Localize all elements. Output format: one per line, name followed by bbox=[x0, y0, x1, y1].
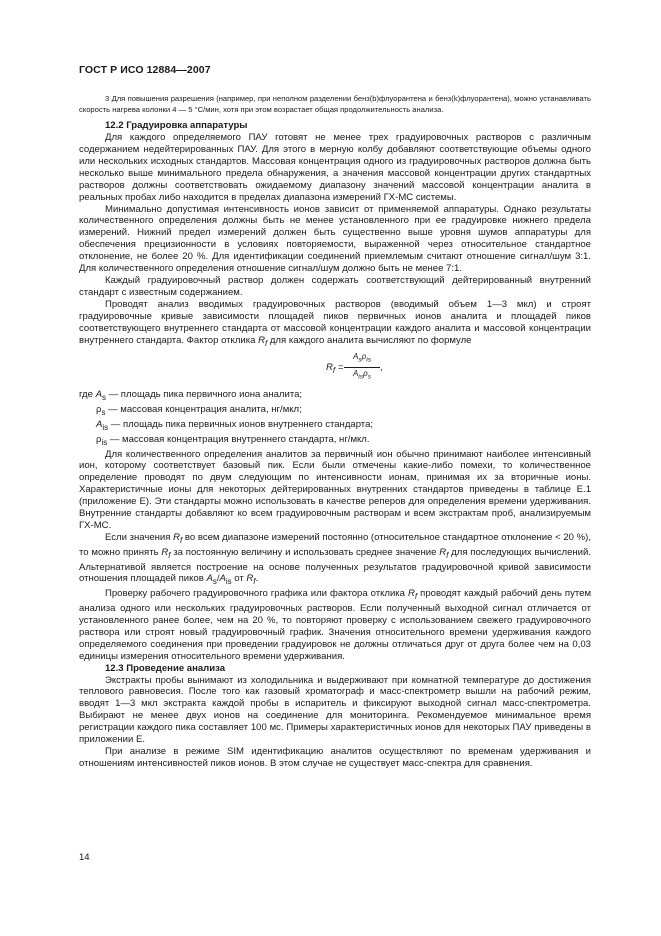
formula-fraction bbox=[344, 352, 380, 382]
section-12-3-title: 12.3 Проведение анализа bbox=[105, 662, 226, 674]
paragraph-sim-mode: При анализе в режиме SIM идентификацию аналитов осуществляют по временам удерживания и отношениям интенсивностей пиков ионов. В этом случае не существует масс-спектра для сравнения. bbox=[79, 745, 591, 769]
definition-ais: $A_{is}$ — площадь пика первичных ионов внутреннего стандарта; bbox=[96, 418, 374, 432]
standard-header: ГОСТ Р ИСО 12884—2007 bbox=[79, 64, 211, 76]
definition-as: где $A_s$ — площадь пика первичного иона аналита; bbox=[79, 389, 303, 403]
p4-text: Проводят анализ вводимых градуировочных растворов (вводимый объем 1—3 мкл) и строят градуировочные кривые зависимости площадей пиков первичных ионов аналита и площадей пиков соответствующего внутреннего стандарта от массовой концентрации каждого аналита и массовой концентрации внутреннего стандарта. Фактор отклика bbox=[79, 298, 591, 346]
paragraph-rf-constant: Если значения $R_f$ во всем диапазоне измерений постоянно (относительное стандартное отклонение < 20 %), то можно принять $R_f$ за постоянную величину и использовать среднее значение $R_f$ для последующих вычислений. Альтернативой является построение на основе полученных результатов градуировочной кривой зависимости отношения площадей пиков $A_s/A_{is}$ от $R_f$. bbox=[79, 531, 591, 587]
page-content bbox=[79, 94, 591, 770]
definition-rho-s: $\rho_s$ — массовая концентрация аналита, нг/мкл; bbox=[96, 404, 302, 418]
section-12-2-title: 12.2 Градуировка аппаратуры bbox=[105, 120, 248, 132]
paragraph-internal-standard: Каждый градуировочный раствор должен содержать соответствующий дейтерированный внутренний стандарт с известным содержанием. bbox=[79, 274, 591, 298]
formula-lhs: $R_f$ = bbox=[326, 362, 344, 376]
formula-numerator: $A_s\rho_{is}$ bbox=[344, 352, 380, 368]
note-3: 3 Для повышения разрешения (например, при неполном разделении бенз(b)флуорантена и бенз(k)флуорантена), можно устанавливать скорость нагрева колонки 4 — 5 °С/мин, хотя при этом возрастает общая продолжительность анализа. bbox=[79, 94, 591, 114]
formula-comma: , bbox=[380, 362, 383, 374]
rf-subscript: f bbox=[264, 338, 268, 348]
paragraph-calibration-solutions: Для каждого определяемого ПАУ готовят не менее трех градуировочных растворов с различным содержанием недейтерированных ПАУ. Для этого в мерную колбу добавляют соответствующие объемы одного или нескольких исходных стандартов. Массовая концентрация одного из градуировочных растворов должна быть несколько выше минимального предела обнаружения, а значения массовой концентрации других стандартных растворов должны соответствовать ожидаемому диапазону значений массовой концентрации аналита в реальных пробах либо находится в пределах диапазона измерений ГХ-МС системы. bbox=[79, 132, 591, 203]
formula-definitions bbox=[79, 389, 591, 448]
p4-end: для каждого аналита вычисляют по формуле bbox=[269, 334, 472, 346]
paragraph-response-factor bbox=[79, 299, 591, 350]
paragraph-ion-intensity: Минимально допустимая интенсивность ионов зависит от применяемой аппаратуры. Однако результаты количественного определения должны быть не менее установленного при ее градуировке нижнего предела измерений. Нижний предел измерений должен быть существенно выше уровня шумов аппаратуры для обеспечения прецизионности в условиях повторяемости, выраженной через относительное стандартное отклонение, не более 20 %. Для идентификации соединений приемлемым считают отношение сигнал/шум 3:1. Для количественного определения отношение сигнал/шум должно быть не менее 7:1. bbox=[79, 203, 591, 275]
response-factor-formula bbox=[79, 351, 591, 385]
paragraph-daily-check: Проверку рабочего градуировочного графика или фактора отклика $R_f$ проводят каждый рабочий день путем анализа одного или нескольких градуировочных растворов. Если полученный выходной сигнал отличается от установленного ранее более, чем на 20 %, то повторяют проверку с использованием свежего градуировочного раствора или строят новый градуировочный график. Значения относительного времени удерживания каждого определяемого соединения при проведении градуировок не должны отличаться друг от друга более чем на 0,03 единицы измерения относительного времени удерживания. bbox=[79, 588, 592, 662]
paragraph-primary-ion: Для количественного определения аналитов за первичный ион обычно принимают наиболее интенсивный ион, которому соответствует базовый пик. Если были отмечены какие-либо помехи, то количественное определение проводят по двум следующим по интенсивности ионам, принимая их за вторичные ионы. Характеристичные ионы для некоторых дейтерированных внутренних стандартов приведены в таблице Е.1 (приложение Е). Эти стандарты можно использовать в качестве реперов для определения времени удерживания. Внутренние стандарты добавляют ко всем градуировочным растворам и всем экстрактам проб, анализируемым ГХ-МС. bbox=[79, 448, 591, 531]
formula-denominator: $A_{is}\rho_s$ bbox=[352, 368, 372, 381]
paragraph-analysis-procedure: Экстракты пробы вынимают из холодильника и выдерживают при комнатной температуре до достижения теплового равновесия. После того как газовый хроматограф и масс-спектрометр вышли на рабочий режим, вводят 1—3 мкл экстракта каждой пробы в испаритель и фиксируют выходной сигнал масс-спектрометра. Выбирают не менее двух ионов на соединение для мониторинга. Рекомендуемое минимальное время регистрации каждого пика составляет 100 мс. Примеры характеристичных ионов для некоторых ПАУ приведены в приложении Е. bbox=[79, 674, 591, 746]
rf-symbol: R bbox=[258, 334, 265, 346]
definition-rho-is: $\rho_{is}$ — массовая концентрация внутреннего стандарта, нг/мкл. bbox=[96, 433, 370, 447]
page-number: 14 bbox=[79, 852, 90, 863]
